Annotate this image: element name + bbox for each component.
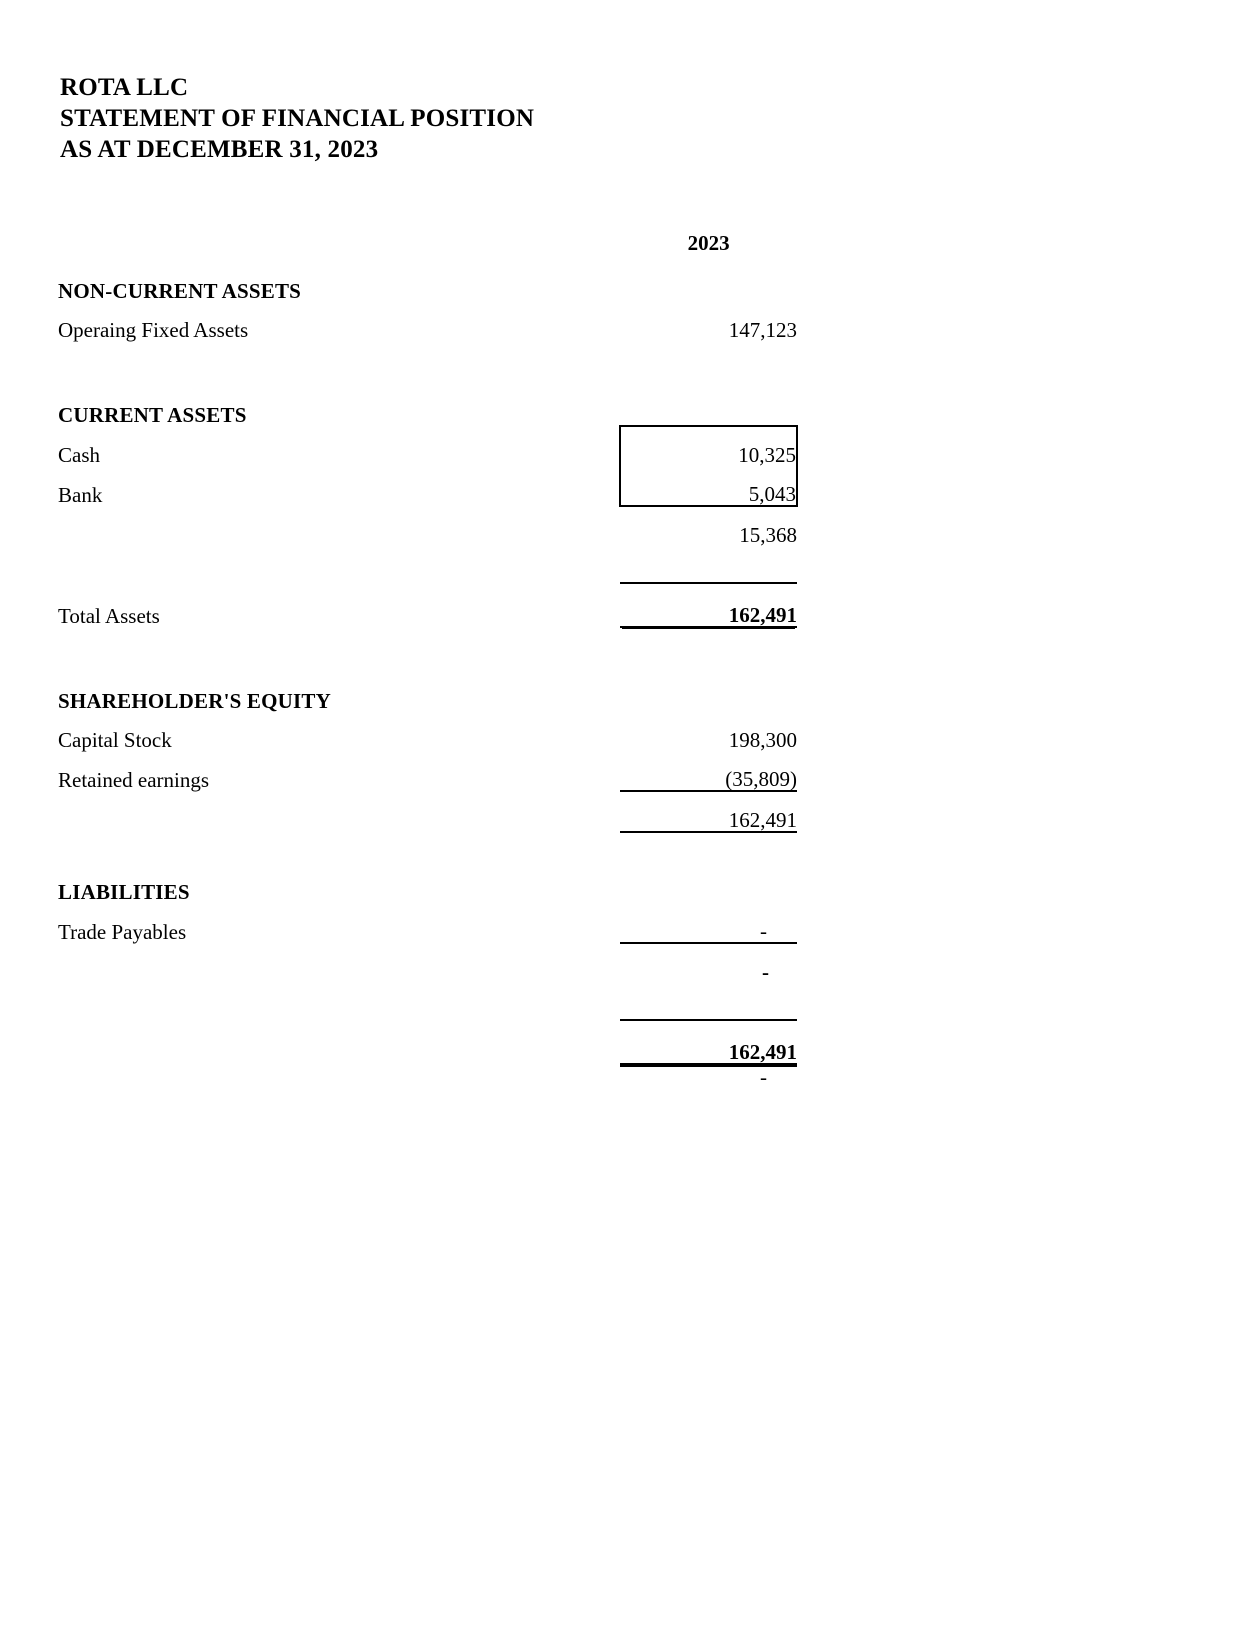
subtotal-label-current-assets [58, 506, 620, 546]
section-header-row-non-current-assets [58, 254, 797, 302]
section-heading-shareholders-equity: SHAREHOLDER'S EQUITY [58, 689, 331, 713]
total-assets-label: Total Assets [58, 604, 160, 628]
table-row [58, 751, 797, 791]
section-heading-non-current-assets: NON-CURRENT ASSETS [58, 279, 302, 303]
total-equity-and-liabilities-value: 162,491 [620, 1020, 797, 1065]
subtotal-value-liabilities [620, 943, 797, 983]
balance-check-label [58, 1065, 620, 1088]
section-heading-value-spacer [620, 377, 797, 426]
line-item-label-bank: Bank [58, 483, 103, 507]
line-item-value-cash[interactable]: 10,325 [620, 426, 797, 466]
company-name: ROTA LLC [60, 74, 189, 101]
line-item-value-bank[interactable]: 5,043 [620, 466, 797, 506]
subtotal-value-current-assets: 15,368 [739, 523, 797, 547]
spacer-row [58, 832, 797, 855]
line-item-label-cash: Cash [58, 443, 100, 467]
total-equity-and-liabilities-row [58, 1020, 797, 1065]
total-assets-value: 162,491 [620, 583, 797, 627]
balance-check-value [620, 1065, 797, 1088]
subtotal-label-shareholders-equity [58, 791, 620, 832]
section-heading-current-assets: CURRENT ASSETS [58, 403, 247, 427]
document-title-block [60, 72, 534, 165]
zero-dash-glyph: - [760, 919, 767, 943]
section-header-row-shareholders-equity [58, 664, 797, 712]
table-row [58, 712, 797, 751]
total-equity-and-liabilities-label [58, 1020, 620, 1065]
line-item-value-retained-earnings: (35,809) [620, 751, 797, 791]
header-spacer [58, 196, 620, 254]
line-item-label-capital-stock: Capital Stock [58, 728, 172, 752]
column-header-row [58, 196, 797, 254]
table-row [58, 426, 797, 466]
table-row [58, 302, 797, 341]
year-column-header: 2023 [687, 231, 730, 255]
subtotal-label-liabilities [58, 943, 620, 983]
table-row [58, 903, 797, 943]
statement-title: STATEMENT OF FINANCIAL POSITION [60, 105, 535, 132]
section-header-row-current-assets [58, 377, 797, 426]
subtotal-value-shareholders-equity: 162,491 [620, 791, 797, 832]
spacer-row [58, 341, 797, 377]
section-heading-liabilities: LIABILITIES [58, 880, 190, 904]
section-heading-value-spacer [620, 855, 797, 903]
line-item-label-retained-earnings: Retained earnings [58, 768, 210, 792]
subtotal-row-liabilities [58, 943, 797, 983]
balance-check-row [58, 1065, 797, 1088]
zero-dash-glyph: - [762, 960, 769, 984]
section-header-row-liabilities [58, 855, 797, 903]
line-item-value-operating-fixed-assets: 147,123 [728, 318, 797, 342]
subtotal-row-current-assets [58, 506, 797, 546]
line-item-value-capital-stock: 198,300 [728, 728, 797, 752]
statement-period: AS AT DECEMBER 31, 2023 [60, 136, 379, 163]
total-assets-row [58, 583, 797, 627]
spacer-row [58, 983, 797, 1020]
line-item-label-operating-fixed-assets: Operaing Fixed Assets [58, 318, 249, 342]
spacer-row [58, 627, 797, 664]
section-heading-value-spacer [620, 664, 797, 712]
subtotal-row-shareholders-equity [58, 791, 797, 832]
zero-dash-glyph: - [760, 1065, 767, 1089]
spacer-row [58, 546, 797, 583]
financial-statement-table [58, 196, 798, 1088]
line-item-label-trade-payables: Trade Payables [58, 920, 187, 944]
table-row [58, 466, 797, 506]
line-item-value-trade-payables [620, 903, 797, 943]
section-heading-value-spacer [620, 254, 797, 302]
